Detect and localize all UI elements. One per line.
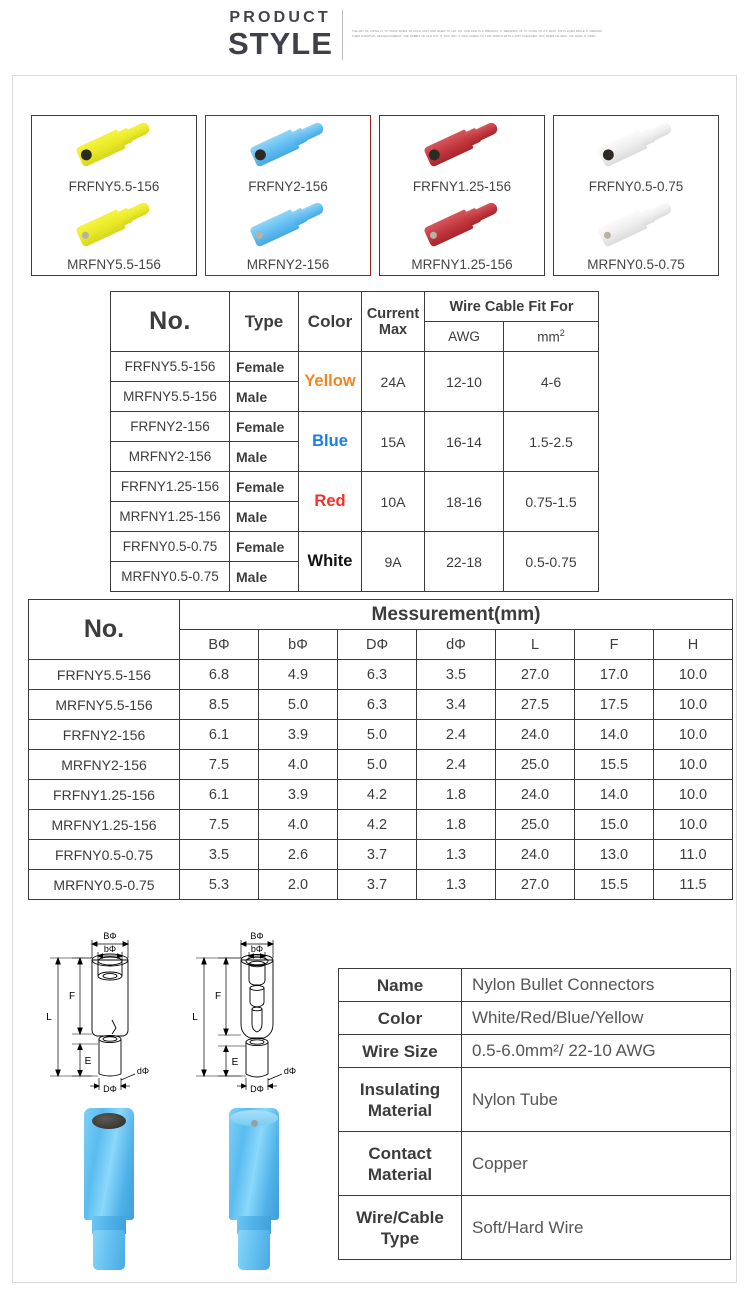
page-header (0, 8, 750, 66)
cell-dim: 3.9 (259, 780, 338, 810)
header-no: No. (111, 292, 230, 352)
cell-dim: 27.0 (496, 660, 575, 690)
product-caption: MRFNY2-156 (246, 257, 330, 272)
connector-female-image (380, 120, 544, 164)
header-measurement: Messurement(mm) (180, 600, 733, 630)
label-D-male: DΦ (250, 1084, 264, 1092)
cell-type: Male (230, 502, 299, 532)
header-dim-L: L (496, 630, 575, 660)
photo-female-blue-connector (80, 1108, 138, 1270)
cell-dim: 8.5 (180, 690, 259, 720)
label-L-female: L (46, 1012, 52, 1023)
header-current-max-line2: Max (378, 321, 408, 338)
cell-awg: 16-14 (425, 412, 504, 472)
cell-awg: 12-10 (425, 352, 504, 412)
header-tagline-paragraph: THE ART OF LIVING IS TO KNOW WHEN TO HOLD FAST AND WHEN TO LET GO. FOR LIFE IS A PARADOX: IT DEMANDS US TO CLING TO ITS MANY GIFTS EVEN WHILE IT ORDAINS THEIR EVENTUAL RELINQUISHMENT. THE RABBIS OF OLD PUT IT THIS WAY: A MAN COMES TO THIS WORLD WITH A FIST CLENCHED, BUT WHEN HE DIES, HIS HAND IS OPEN. (351, 30, 602, 38)
product-photos (40, 1108, 340, 1278)
label-d-male: dΦ (283, 1066, 297, 1076)
cell-value: Nylon Tube (462, 1068, 731, 1132)
table-row (29, 840, 733, 870)
header-dim-F: F (575, 630, 654, 660)
product-caption: MRFNY0.5-0.75 (587, 257, 685, 272)
photo-bore-opening (92, 1113, 126, 1129)
cell-dim: 3.7 (338, 840, 417, 870)
connector-tail (649, 200, 673, 220)
label-d-female: dΦ (136, 1066, 150, 1076)
cell-dim: 6.1 (180, 780, 259, 810)
label-F-female: F (68, 991, 76, 1002)
cell-dim: 11.5 (654, 870, 733, 900)
header-current-max (362, 292, 425, 352)
header-mm2-sup: 2 (559, 328, 565, 339)
cell-type: Female (230, 352, 299, 382)
product-info-table-body (339, 969, 731, 1260)
header-mm2-text: mm (537, 329, 560, 345)
cell-color: Yellow (299, 352, 362, 412)
cell-dim: 17.5 (575, 690, 654, 720)
cell-no: MRFNY0.5-0.75 (111, 562, 230, 592)
cell-label: Name (339, 969, 462, 1002)
table-header-row (111, 292, 599, 322)
cell-no: MRFNY1.25-156 (29, 810, 180, 840)
product-card[interactable] (554, 196, 718, 276)
cell-dim: 11.0 (654, 840, 733, 870)
connector-tail (475, 121, 499, 141)
cell-dim: 6.8 (180, 660, 259, 690)
cell-dim: 2.6 (259, 840, 338, 870)
cell-dim: 4.2 (338, 810, 417, 840)
connector-tail (127, 200, 151, 220)
product-box-white[interactable] (553, 115, 719, 276)
cell-mm2: 0.5-0.75 (504, 532, 599, 592)
label-D-female: DΦ (103, 1084, 117, 1092)
label-L-male: L (192, 1012, 198, 1023)
cell-dim: 1.3 (417, 870, 496, 900)
cell-dim: 3.5 (417, 660, 496, 690)
cell-dim: 10.0 (654, 810, 733, 840)
connector-tail (475, 200, 499, 220)
cell-value: 0.5-6.0mm²/ 22-10 AWG (462, 1035, 731, 1068)
product-grid (31, 115, 719, 276)
cell-awg: 18-16 (425, 472, 504, 532)
cell-type: Female (230, 412, 299, 442)
header-product-word: PRODUCT (229, 9, 331, 26)
cell-label: Color (339, 1002, 462, 1035)
product-caption: FRFNY1.25-156 (412, 178, 512, 194)
cell-no: FRFNY1.25-156 (111, 472, 230, 502)
cell-dim: 2.4 (417, 750, 496, 780)
label-b-female: bΦ (103, 944, 117, 954)
table-row (111, 532, 599, 562)
cell-no: MRFNY0.5-0.75 (29, 870, 180, 900)
measurement-table-body (29, 660, 733, 900)
cell-current-max: 15A (362, 412, 425, 472)
measurement-table (28, 599, 733, 900)
cell-dim: 7.5 (180, 750, 259, 780)
cell-value: Soft/Hard Wire (462, 1196, 731, 1260)
diagram-svg (28, 902, 338, 1092)
cell-type: Female (230, 472, 299, 502)
header-color: Color (299, 292, 362, 352)
connector-tail (301, 121, 325, 141)
cell-dim: 15.5 (575, 870, 654, 900)
cell-dim: 3.9 (259, 720, 338, 750)
cell-no: FRFNY5.5-156 (29, 660, 180, 690)
header-current-max-line1: Current (366, 305, 420, 322)
cell-dim: 4.0 (259, 750, 338, 780)
label-E-male: E (231, 1057, 239, 1068)
cell-dim: 5.3 (180, 870, 259, 900)
table-row (339, 1132, 731, 1196)
cell-dim: 6.1 (180, 720, 259, 750)
header-wire-fit: Wire Cable Fit For (425, 292, 599, 322)
connector-male-image (32, 200, 196, 244)
cell-dim: 5.0 (259, 690, 338, 720)
label-B-male: BΦ (250, 931, 264, 941)
cell-color: White (299, 532, 362, 592)
header-awg: AWG (425, 322, 504, 352)
cell-label (339, 1068, 462, 1132)
cell-dim: 2.0 (259, 870, 338, 900)
cell-dim: 10.0 (654, 660, 733, 690)
cell-no: MRFNY5.5-156 (29, 690, 180, 720)
table-row (29, 780, 733, 810)
connector-male-image (554, 200, 718, 244)
connector-tail (649, 121, 673, 141)
cell-dim: 4.2 (338, 780, 417, 810)
cell-no: FRFNY5.5-156 (111, 352, 230, 382)
cell-dim: 1.8 (417, 780, 496, 810)
cell-no: MRFNY2-156 (111, 442, 230, 472)
cell-no: MRFNY2-156 (29, 750, 180, 780)
cell-dim: 27.5 (496, 690, 575, 720)
product-caption: MRFNY5.5-156 (67, 257, 161, 272)
label-B-female: BΦ (103, 931, 117, 941)
cell-dim: 2.4 (417, 720, 496, 750)
cell-label-line2: Type (380, 1228, 420, 1248)
photo-tail (93, 1230, 125, 1270)
cell-dim: 10.0 (654, 720, 733, 750)
cell-no: MRFNY5.5-156 (111, 382, 230, 412)
product-card[interactable] (206, 196, 370, 276)
cell-no: FRFNY0.5-0.75 (29, 840, 180, 870)
cell-no: FRFNY2-156 (29, 720, 180, 750)
specification-table-body (111, 352, 599, 592)
cell-type: Male (230, 382, 299, 412)
header-type: Type (230, 292, 299, 352)
cell-label (339, 1132, 462, 1196)
cell-type: Female (230, 532, 299, 562)
connector-male-image (206, 200, 370, 244)
header-style-word: STYLE (228, 26, 333, 61)
table-row (339, 1002, 731, 1035)
table-row (29, 750, 733, 780)
cell-no: FRFNY1.25-156 (29, 780, 180, 810)
table-row (111, 412, 599, 442)
cell-no: FRFNY0.5-0.75 (111, 532, 230, 562)
cell-current-max: 24A (362, 352, 425, 412)
male-connector-diagram (192, 931, 296, 1092)
dimension-diagrams (28, 902, 338, 1092)
cell-dim: 17.0 (575, 660, 654, 690)
cell-dim: 24.0 (496, 840, 575, 870)
cell-dim: 3.4 (417, 690, 496, 720)
cell-type: Male (230, 442, 299, 472)
cell-mm2: 0.75-1.5 (504, 472, 599, 532)
measurement-table-head (29, 600, 733, 660)
table-row (29, 870, 733, 900)
cell-dim: 5.0 (338, 750, 417, 780)
cell-dim: 14.0 (575, 720, 654, 750)
table-row (29, 720, 733, 750)
header-dim-bΦ: bΦ (259, 630, 338, 660)
cell-awg: 22-18 (425, 532, 504, 592)
cell-dim: 10.0 (654, 750, 733, 780)
cell-dim: 15.5 (575, 750, 654, 780)
cell-type: Male (230, 562, 299, 592)
table-row (29, 660, 733, 690)
cell-dim: 4.9 (259, 660, 338, 690)
specification-table (110, 291, 599, 592)
cell-dim: 13.0 (575, 840, 654, 870)
cell-dim: 25.0 (496, 750, 575, 780)
connector-female-image (32, 120, 196, 164)
connector-female-image (206, 120, 370, 164)
header-divider (342, 10, 343, 60)
photo-male-blue-connector (225, 1108, 283, 1270)
cell-dim: 27.0 (496, 870, 575, 900)
cell-value: Copper (462, 1132, 731, 1196)
table-row (339, 1035, 731, 1068)
product-card[interactable] (554, 116, 718, 196)
product-box-red[interactable] (379, 115, 545, 276)
cell-mm2: 4-6 (504, 352, 599, 412)
cell-dim: 6.3 (338, 690, 417, 720)
cell-dim: 3.5 (180, 840, 259, 870)
product-card[interactable] (206, 116, 370, 196)
photo-tail (238, 1230, 270, 1270)
table-header-row (29, 600, 733, 630)
cell-color: Blue (299, 412, 362, 472)
table-row (29, 690, 733, 720)
cell-dim: 15.0 (575, 810, 654, 840)
product-caption: FRFNY0.5-0.75 (588, 178, 684, 194)
label-E-female: E (84, 1056, 92, 1067)
specification-table-head (111, 292, 599, 352)
connector-male-image (380, 200, 544, 244)
label-F-male: F (214, 991, 222, 1002)
header-mm2 (504, 322, 599, 352)
product-card[interactable] (32, 116, 196, 196)
product-info-table (338, 968, 731, 1260)
cell-dim: 10.0 (654, 780, 733, 810)
cell-mm2: 1.5-2.5 (504, 412, 599, 472)
table-row (111, 472, 599, 502)
product-caption: FRFNY2-156 (248, 178, 328, 194)
cell-label-line1: Wire/Cable (356, 1207, 444, 1227)
cell-color: Red (299, 472, 362, 532)
cell-label-line1: Insulating (359, 1079, 441, 1099)
cell-label-line1: Contact (368, 1143, 432, 1163)
cell-label (339, 1196, 462, 1260)
table-row (111, 352, 599, 382)
cell-dim: 10.0 (654, 690, 733, 720)
header-dim-DΦ: DΦ (338, 630, 417, 660)
cell-dim: 14.0 (575, 780, 654, 810)
table-row (29, 810, 733, 840)
cell-dim: 24.0 (496, 780, 575, 810)
cell-no: MRFNY1.25-156 (111, 502, 230, 532)
connector-female-image (554, 120, 718, 164)
cell-label-line2: Material (367, 1164, 433, 1184)
female-connector-diagram (46, 931, 149, 1092)
cell-label-line2: Material (367, 1100, 433, 1120)
cell-dim: 1.3 (417, 840, 496, 870)
cell-dim: 6.3 (338, 660, 417, 690)
table-row (339, 1196, 731, 1260)
cell-current-max: 9A (362, 532, 425, 592)
connector-tail (301, 200, 325, 220)
header-dim-dΦ: dΦ (417, 630, 496, 660)
product-box-yellow[interactable] (31, 115, 197, 276)
cell-dim: 25.0 (496, 810, 575, 840)
photo-pin-dot (251, 1120, 258, 1127)
product-card[interactable] (380, 116, 544, 196)
product-caption: MRFNY1.25-156 (411, 257, 513, 272)
cell-label: Wire Size (339, 1035, 462, 1068)
cell-dim: 4.0 (259, 810, 338, 840)
cell-dim: 3.7 (338, 870, 417, 900)
cell-dim: 5.0 (338, 720, 417, 750)
cell-value: Nylon Bullet Connectors (462, 969, 731, 1002)
cell-dim: 1.8 (417, 810, 496, 840)
table-row (339, 969, 731, 1002)
product-card[interactable] (32, 196, 196, 276)
cell-dim: 7.5 (180, 810, 259, 840)
cell-no: FRFNY2-156 (111, 412, 230, 442)
label-b-male: bΦ (250, 944, 264, 954)
header-dim-BΦ: BΦ (180, 630, 259, 660)
connector-tail (127, 121, 151, 141)
header-dim-H: H (654, 630, 733, 660)
table-row (339, 1068, 731, 1132)
cell-value: White/Red/Blue/Yellow (462, 1002, 731, 1035)
cell-dim: 24.0 (496, 720, 575, 750)
cell-current-max: 10A (362, 472, 425, 532)
header-no: No. (29, 600, 180, 660)
product-card[interactable] (380, 196, 544, 276)
product-box-blue[interactable] (205, 115, 371, 276)
product-caption: FRFNY5.5-156 (68, 178, 160, 194)
